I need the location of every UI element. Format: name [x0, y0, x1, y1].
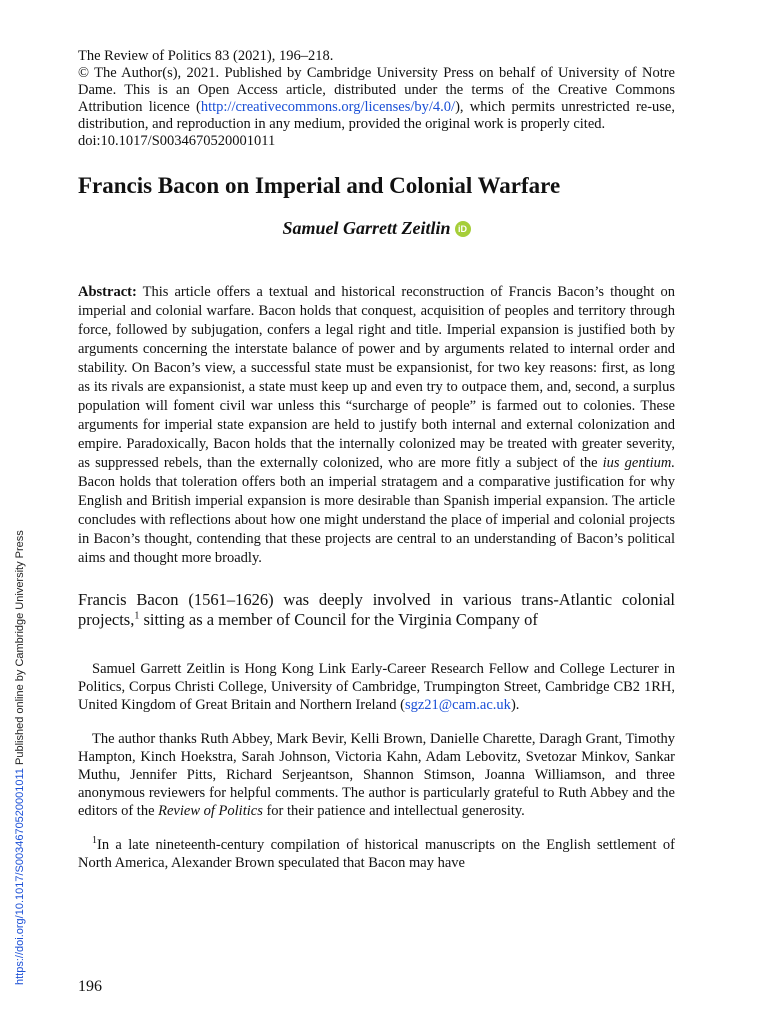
- acknowledgements: [78, 730, 675, 820]
- intro-paragraph: [78, 590, 675, 630]
- license-text-pre: © The Author(s), 2021. Published by Cambridge University Press on behalf of University of Notre Dame. This is an Open Access article, distributed under the terms of the Creative Commons Attribution licence (: [78, 65, 675, 115]
- sidebar-doi-link[interactable]: https://doi.org/10.1017/S0034670520001011: [14, 768, 26, 985]
- orcid-icon[interactable]: iD: [455, 221, 471, 237]
- abstract-label: Abstract:: [78, 284, 137, 300]
- article-title: Francis Bacon on Imperial and Colonial Warfare: [78, 173, 561, 198]
- footnote-1: [78, 836, 675, 872]
- doi-sidebar: [14, 530, 26, 985]
- author-line: [78, 218, 675, 239]
- abstract: [78, 283, 675, 568]
- intro-text-a: Francis Bacon (1561–1626) was deeply involved in various trans-Atlantic colonial projects,: [78, 590, 675, 629]
- thanks-italic: Review of Politics: [158, 803, 263, 819]
- license-text-post: ), which permits unrestricted re-use, distribution, and reproduction in any medium, provided the original work is properly cited.: [78, 99, 675, 132]
- journal-citation: The Review of Politics 83 (2021), 196–218.: [78, 48, 334, 64]
- author-name: Samuel Garrett Zeitlin: [282, 218, 451, 238]
- license-link[interactable]: http://creativecommons.org/licenses/by/4.0/: [200, 99, 456, 115]
- footnote-1-text: In a late nineteenth-century compilation of historical manuscripts on the English settlement of North America, Alexander Brown speculated that Bacon may have: [78, 837, 675, 871]
- page-number: 196: [78, 978, 102, 995]
- abstract-italic: ius gentium.: [602, 455, 675, 471]
- footnote-ref-1[interactable]: 1: [134, 610, 140, 622]
- abstract-text-a: This article offers a textual and historical reconstruction of Francis Bacon’s thought on imperial and colonial warfare. Bacon holds that conquest, acquisition of peoples and territory through force, followed by subjugation, confers a legal right and title. Imperial expansion is justified both by arguments concerning the interstate balance of power and by arguments related to internal order and stability. On Bacon’s view, a successful state must be expansionist, for two key reasons: first, as long as its rivals are expansionist, a state must keep up and even try to outpace them, and, second, a surplus population will foment civil war unless this “surcharge of people” is farmed out to colonies. These arguments for imperial state expansion are held to justify both internal and external colonization and empire. Paradoxically, Bacon holds that the internally colonized may be treated with greater severity, as suppressed rebels, than the externally colonized, who are more fitly a subject of the: [78, 284, 675, 471]
- thanks-text-b: for their patience and intellectual generosity.: [262, 803, 525, 819]
- footnote-1-number: 1: [92, 835, 97, 847]
- license-statement: [78, 65, 675, 133]
- intro-text-b: sitting as a member of Council for the Virginia Company of: [139, 610, 538, 629]
- affiliation-text-post: ).: [510, 697, 520, 713]
- affiliation-text-pre: Samuel Garrett Zeitlin is Hong Kong Link Early-Career Research Fellow and College Lecturer in Politics, Corpus Christi College, University of Cambridge, Trumpington Street, Cambridge CB2 1RH, United Kingdom of Great Britain and Northern Ireland (: [78, 661, 675, 713]
- author-email-link[interactable]: sgz21@cam.ac.uk: [404, 697, 511, 713]
- thanks-text-a: The author thanks Ruth Abbey, Mark Bevir, Kelli Brown, Danielle Charette, Daragh Grant, Timothy Hampton, Kinch Hoekstra, Sarah Johnson, Victoria Kahn, Adam Lebovitz, Svetozar Minkov, Sankar Muthu, Jennifer Pitts, Richard Serjeantson, Shannon Stimson, Joanna Williamson, and three anonymous reviewers for helpful comments. The author is particularly grateful to Ruth Abbey and the editors of the: [78, 731, 675, 819]
- author-affiliation: [78, 660, 675, 714]
- doi: doi:10.1017/S0034670520001011: [78, 133, 276, 149]
- footnotes: [78, 660, 675, 872]
- sidebar-text: Published online by Cambridge University Press: [14, 530, 26, 769]
- abstract-text-b: Bacon holds that toleration offers both an imperial stratagem and a comparative justification for why English and British imperial expansion is more desirable than Spanish imperial expansion. The article concludes with reflections about how one might understand the place of imperial and colonial projects in Bacon’s thought, contending that these projects are central to an understanding of Bacon’s political aims and thought more broadly.: [78, 474, 675, 566]
- article-page: [78, 48, 675, 888]
- journal-header: [78, 48, 675, 150]
